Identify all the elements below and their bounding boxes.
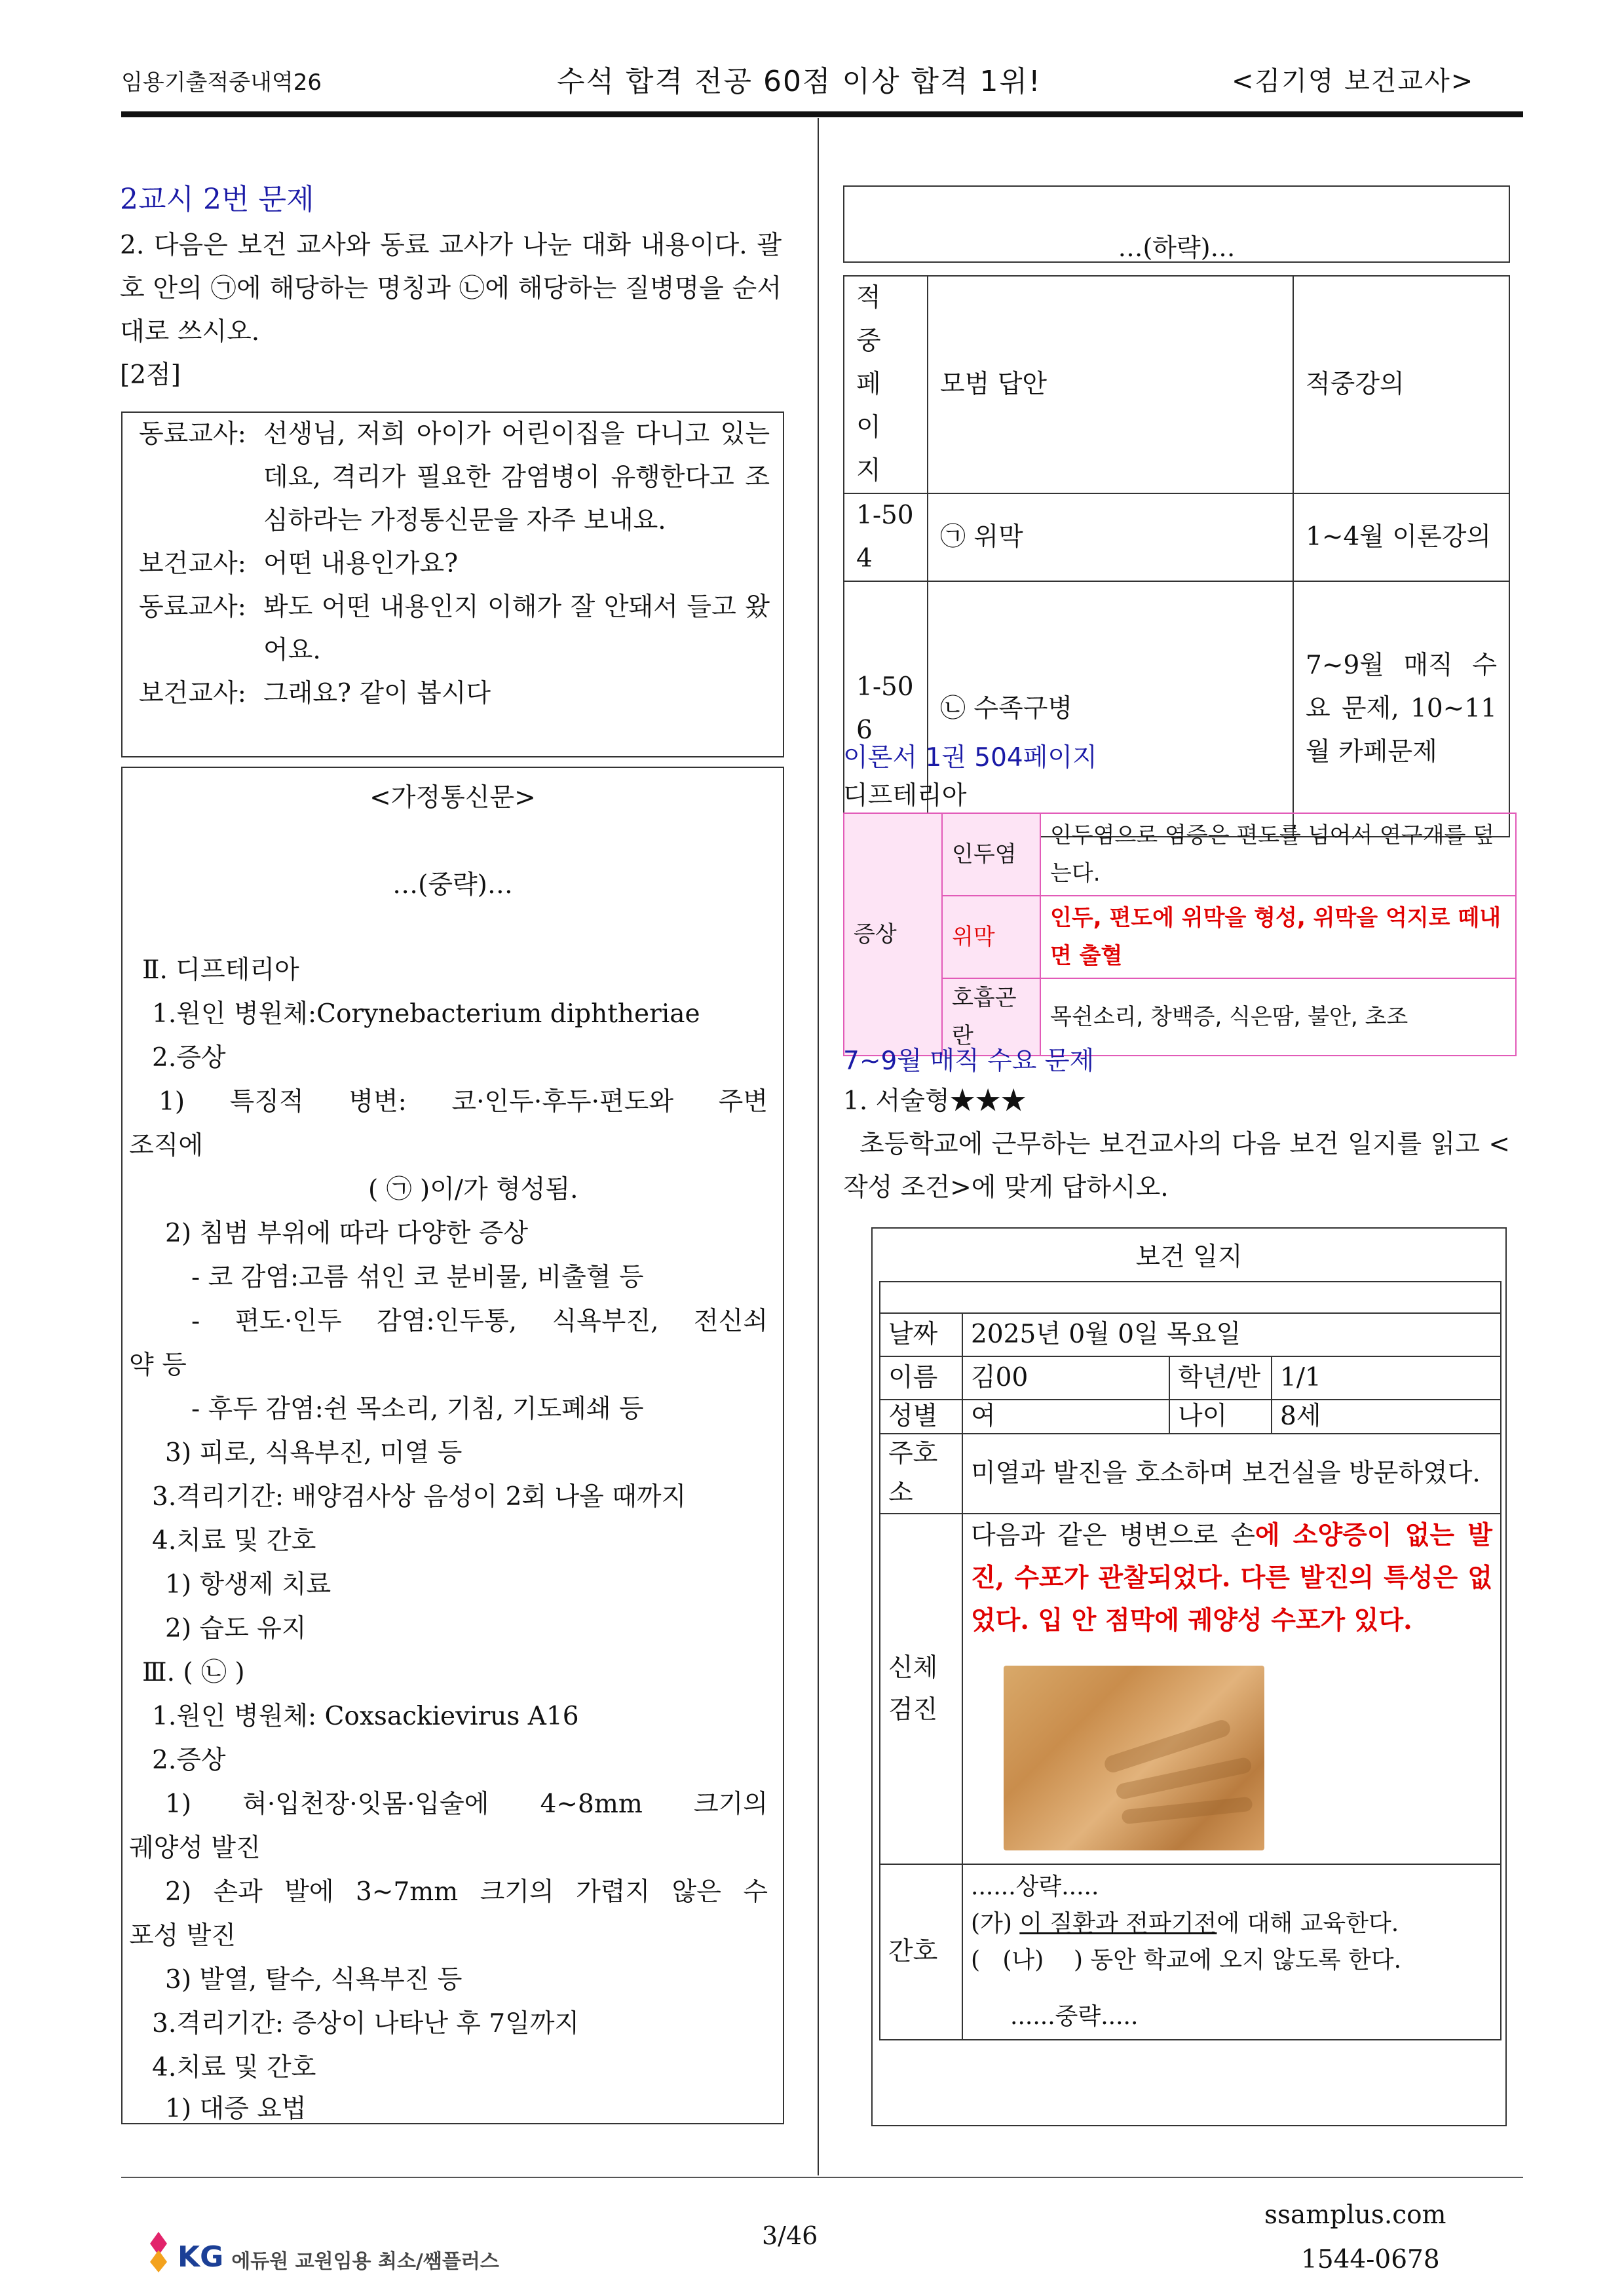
symptom-desc: 인두염으로 염증은 편도를 넘어서 연구개를 덮는다. (1040, 813, 1516, 896)
letter-line: Ⅲ. ( ㉡ ) (142, 1658, 245, 1687)
dialog-speaker: 동료교사: (139, 419, 246, 449)
header-left-title: 임용기출적중내역26 (121, 69, 322, 96)
magic-heading: 7~9월 매직 수요 문제 (843, 1046, 1095, 1076)
care-omit-bottom: ......중략..... (1010, 2003, 1139, 2030)
letter-line: 1.원인 병원체: Coxsackievirus A16 (152, 1702, 579, 1731)
answer-page: 1-504 (844, 493, 928, 581)
journal-blank-row (880, 1282, 1501, 1313)
grade-label: 학년/반 (1169, 1356, 1272, 1400)
dialog-speaker: 보건교사: (139, 679, 246, 708)
letter-line: 4.치료 및 간호 (152, 2053, 316, 2082)
letter-line: - 편도·인두 감염:인두통, 식욕부진, 전신쇠 (191, 1307, 768, 1336)
letter-line: 2) 침범 부위에 따라 다양한 증상 (165, 1219, 529, 1248)
theory-subject: 디프테리아 (843, 781, 967, 811)
logo-kg: KG (178, 2240, 224, 2274)
answer-model: ㉠ 위막 (928, 493, 1293, 581)
letter-line: 궤양성 발진 (129, 1833, 261, 1863)
name-label: 이름 (880, 1356, 962, 1400)
dialog-line (123, 672, 783, 716)
magic-question-text: 초등학교에 근무하는 보건교사의 다음 보건 일지를 읽고 <작성 조건>에 맞게 답하시오. (843, 1130, 1510, 1202)
answer-lecture: 7~9월 매직 수요 문제, 10~11월 카페문제 (1293, 581, 1509, 837)
journal-row (880, 1356, 1501, 1400)
letter-line: 1) 항생제 치료 (165, 1570, 331, 1599)
journal-table (879, 1281, 1501, 2040)
journal-row (880, 1514, 1501, 1864)
dialog-line (123, 413, 783, 543)
care-a-underlined: 이 질환과 전파기전 (1019, 1910, 1217, 1937)
age-value: 8세 (1272, 1400, 1501, 1434)
care-label: 간호 (880, 1864, 962, 2040)
letter-line: 조직에 (129, 1131, 204, 1160)
exam-cell (962, 1514, 1501, 1864)
footer-phone: 1544-0678 (1301, 2245, 1440, 2274)
care-item-b: ( (나) ) 동안 학교에 오지 않도록 한다. (971, 1947, 1402, 1974)
letter-line: 3) 피로, 식욕부진, 미열 등 (165, 1438, 463, 1468)
letter-line: - 후두 감염:쉰 목소리, 기침, 기도폐쇄 등 (191, 1394, 644, 1424)
symptom-name: 위막 (942, 896, 1040, 978)
date-label: 날짜 (880, 1313, 962, 1356)
dialog-box (121, 411, 784, 757)
journal-row (880, 1434, 1501, 1514)
letter-line: 1.원인 병원체:Corynebacterium diphtheriae (152, 999, 700, 1029)
diphtheria-row (844, 896, 1516, 978)
answer-omitted-box (843, 185, 1510, 263)
dialog-text: 어떤 내용인가요? (263, 549, 459, 579)
journal-title: 보건 일지 (1135, 1242, 1243, 1272)
family-letter-box (121, 767, 784, 2124)
answer-row (844, 493, 1509, 581)
header-rule (121, 111, 1523, 117)
diphtheria-row (844, 813, 1516, 896)
letter-title: <가정통신문> (369, 783, 536, 813)
care-a-prefix: (가) (971, 1910, 1020, 1937)
care-omit-top: ......상략..... (971, 1873, 1099, 1900)
letter-line: 3.격리기간: 배양검사상 음성이 2회 나올 때까지 (152, 1482, 687, 1512)
footer-url: ssamplus.com (1264, 2200, 1446, 2230)
symptom-desc: 인두, 편도에 위막을 형성, 위막을 억지로 떼내면 출혈 (1040, 896, 1516, 978)
question-body: 2. 다음은 보건 교사와 동료 교사가 나눈 대화 내용이다. 괄호 안의 ㉠에 해당하는 명칭과 ㉡에 해당하는 질병명을 순서대로 쓰시오. (120, 231, 782, 347)
publisher-logo (147, 2228, 499, 2274)
theory-heading: 이론서 1권 504페이지 (843, 743, 1097, 773)
exam-findings: 에 소양증이 없는 발진, 수포가 관찰되었다. 다른 발진의 특성은 없었다. 입 안 점막에 궤양성 수포가 있다. (971, 1520, 1492, 1636)
answer-omitted: …(하략)… (1118, 233, 1236, 262)
symptom-name: 호흡곤란 (942, 978, 1040, 1056)
letter-line: 3) 발열, 탈수, 식욕부진 등 (165, 1965, 463, 1995)
letter-line: 2) 손과 발에 3~7mm 크기의 가렵지 않은 수 (165, 1877, 768, 1907)
letter-line: 3.격리기간: 증상이 나타난 후 7일까지 (152, 2009, 580, 2038)
date-value: 2025년 0월 0일 목요일 (962, 1313, 1501, 1356)
letter-line: 약 등 (129, 1350, 187, 1380)
grade-value: 1/1 (1272, 1356, 1501, 1400)
answer-header-lecture: 적중강의 (1293, 276, 1509, 493)
answer-header-page: 적중 페이 지 (844, 276, 928, 493)
answer-page: 1-506 (844, 581, 928, 837)
sex-label: 성별 (880, 1400, 962, 1434)
dialog-line (123, 586, 783, 672)
answer-model: ㉡ 수족구병 (928, 581, 1293, 837)
journal-row (880, 1313, 1501, 1356)
letter-line: Ⅱ. 디프테리아 (142, 955, 299, 985)
dialog-text: 그래요? 같이 봅시다 (263, 679, 491, 708)
letter-line: 1) 특징적 병변: 코·인두·후두·편도와 주변 (159, 1087, 768, 1117)
letter-line: - 코 감염:고름 섞인 코 분비물, 비출혈 등 (191, 1263, 644, 1292)
symptom-label: 증상 (844, 813, 942, 1056)
dialog-text: 선생님, 저희 아이가 어린이집을 다니고 있는데요, 격리가 필요한 감염병이 유행한다고 조심하라는 가정통신문을 자주 보내요. (263, 419, 770, 535)
health-journal (871, 1227, 1507, 2126)
letter-line: ( ㉠ )이/가 형성됨. (368, 1175, 578, 1204)
dialog-text: 봐도 어떤 내용인지 이해가 잘 안돼서 들고 왔어요. (263, 592, 770, 665)
dialog-speaker: 보건교사: (139, 549, 246, 579)
journal-row (880, 1400, 1501, 1434)
dialog-speaker: 동료교사: (139, 592, 246, 622)
header-author: <김기영 보건교사> (1232, 66, 1475, 96)
question-title: 2교시 2번 문제 (120, 183, 314, 216)
answer-header-row (844, 276, 1509, 493)
symptom-name: 인두염 (942, 813, 1040, 896)
page-number: 3/46 (762, 2221, 818, 2250)
question-text (120, 224, 782, 397)
letter-line: 1) 대증 요법 (165, 2094, 307, 2124)
symptom-desc: 목쉰소리, 창백증, 식은땀, 불안, 초조 (1040, 978, 1516, 1056)
exam-label: 신체검진 (880, 1514, 962, 1864)
complaint-value: 미열과 발진을 호소하며 보건실을 방문하였다. (962, 1434, 1501, 1514)
letter-line: 2.증상 (152, 1043, 226, 1073)
answer-header-answer: 모범 답안 (928, 276, 1293, 493)
magic-question-label: 1. 서술형★★★ (843, 1086, 1027, 1116)
letter-line: 2) 습도 유지 (165, 1614, 307, 1643)
dialog-line (123, 543, 783, 586)
sex-value: 여 (962, 1400, 1169, 1434)
age-label: 나이 (1169, 1400, 1272, 1434)
name-value: 김00 (962, 1356, 1169, 1400)
care-a-suffix: 에 대해 교육한다. (1217, 1910, 1399, 1937)
letter-line: 4.치료 및 간호 (152, 1526, 316, 1556)
header-slogan: 수석 합격 전공 60점 이상 합격 1위! (557, 65, 1042, 98)
letter-line: 1) 혀·입천장·잇몸·입술에 4~8mm 크기의 (165, 1789, 768, 1819)
answer-lecture: 1~4월 이론강의 (1293, 493, 1509, 581)
care-item-a (971, 1905, 1492, 1942)
diphtheria-table (843, 813, 1517, 1056)
letter-line: 2.증상 (152, 1746, 226, 1775)
letter-omitted: …(중략)… (392, 870, 513, 900)
column-divider (818, 118, 819, 2175)
hand-rash-photo (1004, 1666, 1264, 1850)
question-points: [2점] (120, 360, 181, 390)
care-cell (962, 1864, 1501, 2040)
exam-prefix: 다음과 같은 병변으로 손 (971, 1521, 1255, 1550)
logo-text: 에듀원 교원임용 최소/쌤플러스 (231, 2250, 499, 2273)
complaint-label: 주호소 (880, 1434, 962, 1514)
footer-rule (121, 2177, 1523, 2178)
letter-line: 포성 발진 (129, 1921, 236, 1951)
magic-question (843, 1080, 1510, 1210)
logo-mark-icon (147, 2230, 170, 2274)
journal-row (880, 1864, 1501, 2040)
